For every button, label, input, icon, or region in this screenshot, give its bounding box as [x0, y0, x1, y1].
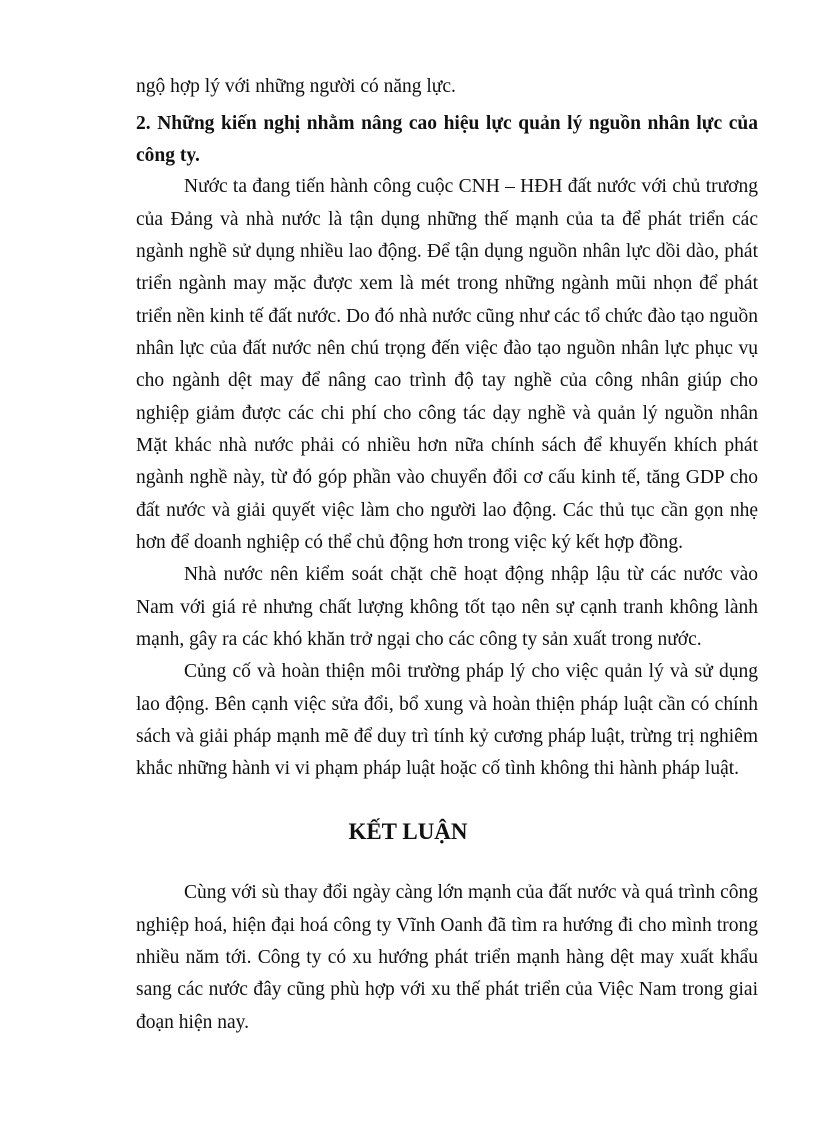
paragraph-line: nhân lực của đất nước nên chú trọng đến việc đào tạo nguồn nhân lực phục vụ: [136, 338, 758, 359]
paragraph-line: khắc những hành vi vi phạm pháp luật hoặc cố tình không thi hành pháp luật.: [136, 758, 740, 779]
paragraph-line: Nam với giá rẻ nhưng chất lượng không tốt tạo nên sự cạnh tranh không lành: [136, 597, 758, 618]
paragraph-line: nghiệp giảm được các chi phí cho công tác dạy nghề và quản lý nguồn nhân: [136, 403, 758, 424]
paragraph-line: triển nền kinh tế đất nước. Do đó nhà nước cũng như các tổ chức đào tạo nguồn: [136, 306, 758, 327]
paragraph-line: Cùng với sù thay đổi ngày càng lớn mạnh của đất nước và quá trình công: [184, 882, 758, 903]
paragraph-line: mạnh, gây ra các khó khăn trở ngại cho các công ty sản xuất trong nước.: [136, 629, 702, 650]
paragraph-line: ngành nghề này, từ đó góp phần vào chuyển đổi cơ cấu kinh tế, tăng GDP cho: [136, 467, 758, 488]
paragraph-line: của Đảng và nhà nước là tận dụng những thế mạnh của ta để phát triển các: [136, 209, 758, 230]
paragraph-line: triển ngành may mặc được xem là mét trong những ngành mũi nhọn để phát: [136, 273, 758, 294]
paragraph-line: đất nước và giải quyết việc làm cho người lao động. Các thủ tục cần gọn nhẹ: [136, 500, 758, 521]
paragraph-line: sang các nước đây cũng phù hợp với xu thế phát triển của Việc Nam trong giai: [136, 979, 758, 1000]
paragraph-line: đoạn hiện nay.: [136, 1012, 249, 1033]
paragraph-line: hơn để doanh nghiệp có thể chủ động hơn trong việc ký kết hợp đồng.: [136, 532, 684, 553]
paragraph-line: nghiệp hoá, hiện đại hoá công ty Vĩnh Oanh đã tìm ra hướng đi cho mình trong: [136, 915, 758, 936]
paragraph-line: lao động. Bên cạnh việc sửa đổi, bổ xung và hoàn thiện pháp luật cần có chính: [136, 694, 758, 715]
paragraph-line: Củng cố và hoàn thiện môi trường pháp lý cho việc quản lý và sử dụng: [184, 661, 758, 682]
section-heading: 2. Những kiến nghị nhằm nâng cao hiệu lực quản lý nguồn nhân lực của: [136, 113, 758, 134]
paragraph-line: Nhà nước nên kiểm soát chặt chẽ hoạt động nhập lậu từ các nước vào: [184, 564, 758, 585]
paragraph-line: nhiều năm tới. Công ty có xu hướng phát triển mạnh hàng dệt may xuất khẩu: [136, 947, 758, 968]
paragraph-line: ngộ hợp lý với những người có năng lực.: [136, 76, 456, 97]
paragraph-line: ngành nghề sử dụng nhiều lao động. Để tận dụng nguồn nhân lực dồi dào, phát: [136, 241, 758, 262]
section-heading: công ty.: [136, 145, 200, 166]
paragraph-line: sách và giải pháp mạnh mẽ để duy trì tính kỷ cương pháp luật, trừng trị nghiêm: [136, 726, 758, 747]
conclusion-title: KẾT LUẬN: [348, 819, 468, 844]
paragraph-line: Nước ta đang tiến hành công cuộc CNH – HĐH đất nước với chủ trương: [184, 176, 758, 197]
paragraph-line: Mặt khác nhà nước phải có nhiều hơn nữa chính sách để khuyến khích phát: [136, 435, 758, 456]
paragraph-line: cho ngành dệt may để nâng cao trình độ tay nghề của công nhân giúp cho: [136, 370, 758, 391]
